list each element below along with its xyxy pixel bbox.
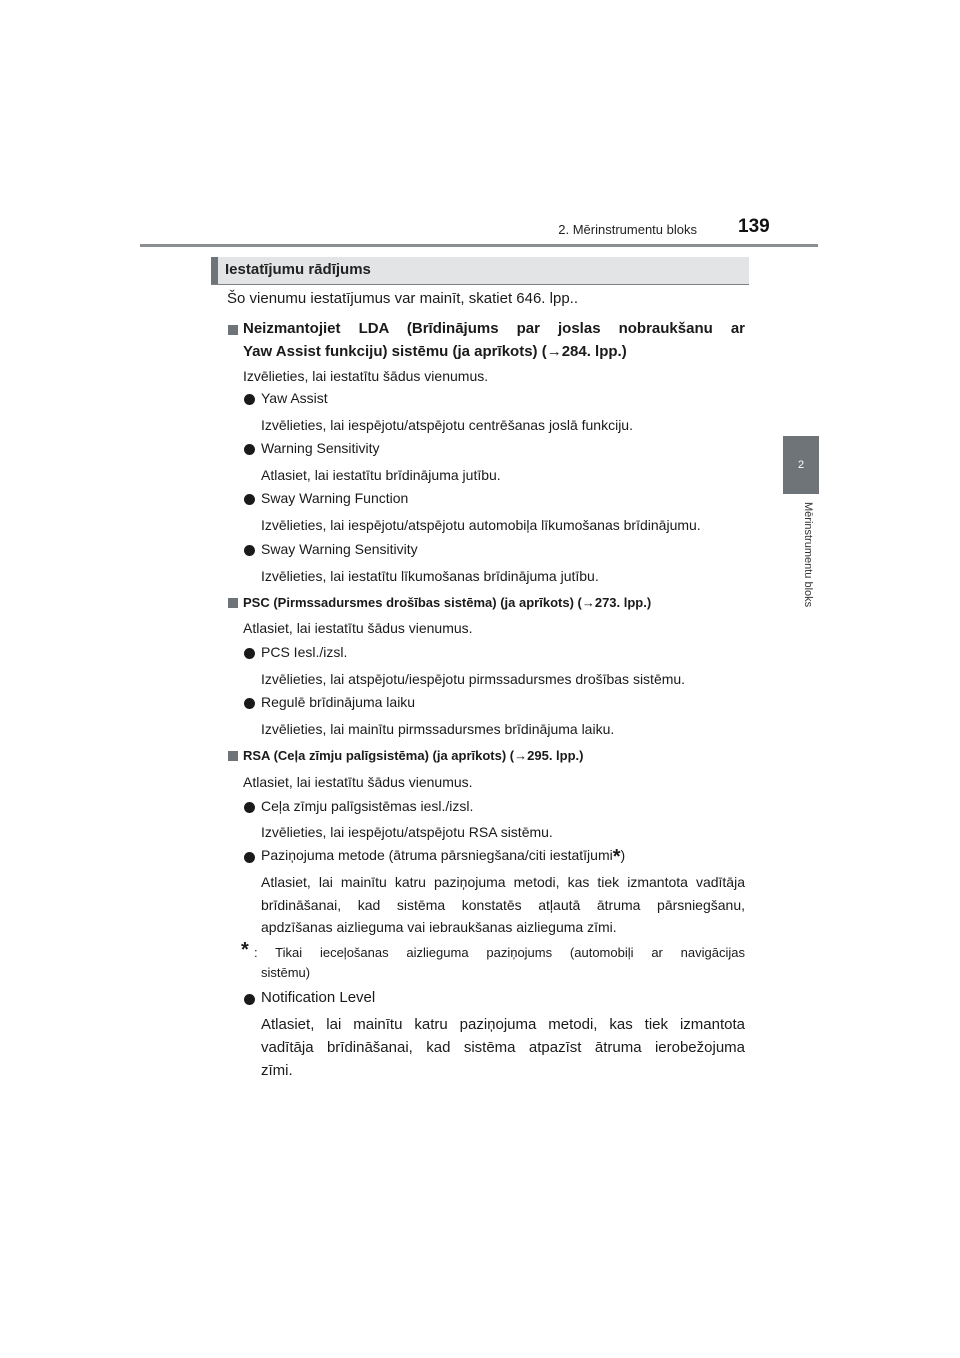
bullet-icon xyxy=(244,698,255,709)
pcs-item-label: PCS Iesl./izsl. xyxy=(261,644,348,660)
rsa-item3-desc-line1: Atlasiet, lai mainītu katru paziņojuma metodi, kas tiek izmantota xyxy=(261,1016,745,1033)
bullet-icon xyxy=(244,545,255,556)
pcs-item-desc: Izvēlieties, lai atspējotu/iespējotu pirmssadursmes drošības sistēmu. xyxy=(261,671,686,687)
lda-item-label: Sway Warning Sensitivity xyxy=(261,541,418,557)
lda-item-desc: Izvēlieties, lai iespējotu/atspējotu centrēšanas joslā funkciju. xyxy=(261,417,633,433)
rsa-heading: RSA (Ceļa zīmju palīgsistēma) (ja aprīkots) (→295. lpp.) xyxy=(243,748,584,763)
rsa-item2-label-text: Paziņojuma metode (ātruma pārsniegšana/citi iestatījumi xyxy=(261,847,613,863)
bullet-icon xyxy=(244,648,255,659)
rsa-item3-desc-line3: zīmi. xyxy=(261,1062,293,1079)
section-title-bar xyxy=(211,257,218,284)
rsa-item-label: Ceļa zīmju palīgsistēmas iesl./izsl. xyxy=(261,798,474,814)
intro-text: Šo vienumu iestatījumus var mainīt, skatiet 646. lpp.. xyxy=(227,290,578,307)
pcs-intro: Atlasiet, lai iestatītu šādus vienumus. xyxy=(243,620,473,636)
rsa-item2-label xyxy=(261,846,625,869)
rsa-item3-label: Notification Level xyxy=(261,989,376,1006)
bullet-icon xyxy=(244,802,255,813)
rsa-item2-desc-line1: Atlasiet, lai mainītu katru paziņojuma metodi, kas tiek izmantota vadītāja xyxy=(261,874,745,890)
bullet-icon xyxy=(244,444,255,455)
running-header-section: 2. Mērinstrumentu bloks xyxy=(558,222,697,237)
footnote-marker: * xyxy=(612,846,621,868)
rsa-item2-desc-line3: apdzīšanas aizlieguma vai iebraukšanas aizlieguma zīmi. xyxy=(261,919,617,935)
rsa-intro: Atlasiet, lai iestatītu šādus vienumus. xyxy=(243,774,473,790)
rsa-item2-desc-line2: brīdināšanai, kad sistēma konstatēs atļautā ātruma pārsniegšanu, xyxy=(261,897,745,913)
rsa-item3-desc-line2: vadītāja brīdināšanai, kad sistēma atpazīst ātruma ierobežojuma xyxy=(261,1039,745,1056)
square-bullet-icon xyxy=(228,751,238,761)
lda-item-label: Warning Sensitivity xyxy=(261,440,380,456)
bullet-icon xyxy=(244,394,255,405)
footnote-star: * xyxy=(241,939,249,961)
bullet-icon xyxy=(244,494,255,505)
bullet-icon xyxy=(244,994,255,1005)
page-number: 139 xyxy=(738,216,770,237)
square-bullet-icon xyxy=(228,598,238,608)
section-title-box xyxy=(211,257,749,285)
lda-item-label: Yaw Assist xyxy=(261,390,328,406)
pcs-heading: PSC (Pirmssadursmes drošības sistēma) (ja aprīkots) (→273. lpp.) xyxy=(243,595,652,610)
section-title: Iestatījumu rādījums xyxy=(225,261,371,278)
lda-item-label: Sway Warning Function xyxy=(261,490,409,506)
footnote-line1: : Tikai ieceļošanas aizlieguma paziņojums (automobiļi ar navigācijas xyxy=(254,945,745,960)
header-rule xyxy=(140,244,818,247)
chapter-tab: 2 xyxy=(783,436,819,494)
footnote-line2: sistēmu) xyxy=(261,965,311,980)
rsa-item-desc: Izvēlieties, lai iespējotu/atspējotu RSA sistēmu. xyxy=(261,824,553,840)
pcs-item-label: Regulē brīdinājuma laiku xyxy=(261,694,416,710)
rsa-item2-label-close: ) xyxy=(620,847,626,863)
lda-item-desc: Atlasiet, lai iestatītu brīdinājuma jutību. xyxy=(261,467,501,483)
lda-item-desc: Izvēlieties, lai iestatītu līkumošanas brīdinājuma jutību. xyxy=(261,568,599,584)
lda-intro: Izvēlieties, lai iestatītu šādus vienumus. xyxy=(243,368,489,384)
lda-heading-line2: Yaw Assist funkciju) sistēmu (ja aprīkots) (→284. lpp.) xyxy=(243,343,627,360)
pcs-item-desc: Izvēlieties, lai mainītu pirmssadursmes brīdinājuma laiku. xyxy=(261,721,615,737)
lda-item-desc: Izvēlieties, lai iespējotu/atspējotu automobiļa līkumošanas brīdinājumu. xyxy=(261,517,701,533)
lda-heading-line1: Neizmantojiet LDA (Brīdinājums par joslas nobraukšanu ar xyxy=(243,320,745,337)
bullet-icon xyxy=(244,852,255,863)
chapter-tab-label: Mērinstrumentu bloks xyxy=(802,502,814,608)
square-bullet-icon xyxy=(228,325,238,335)
